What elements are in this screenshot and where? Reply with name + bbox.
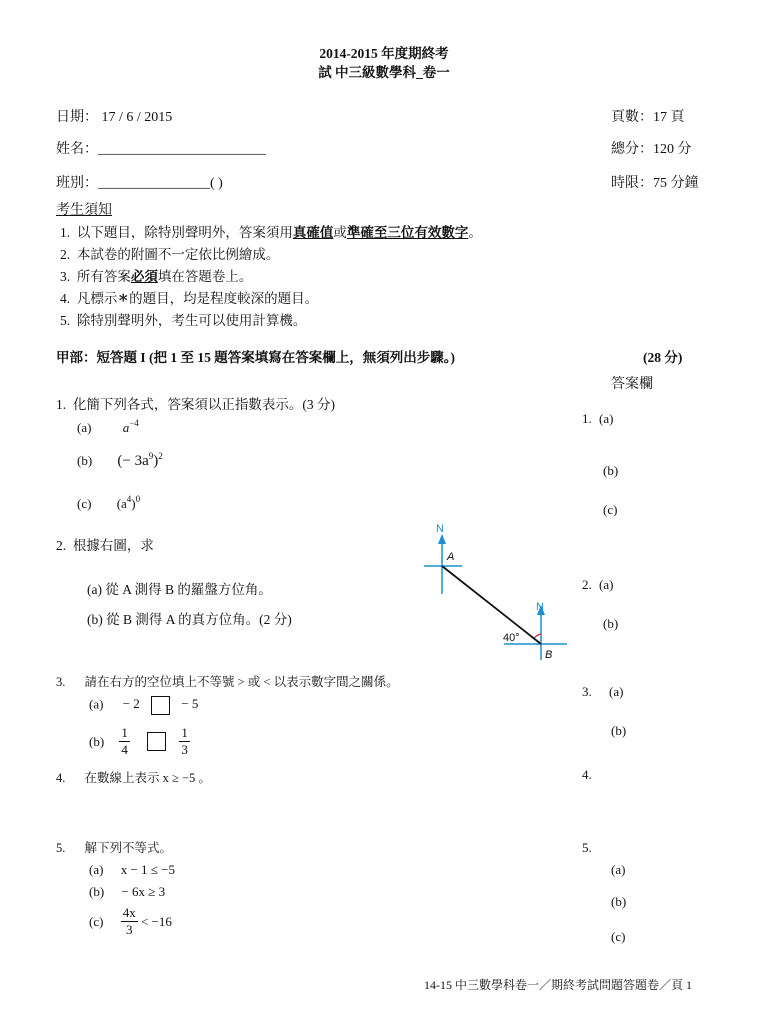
q5-part-c <box>89 905 172 939</box>
north-label-b: N <box>536 601 544 613</box>
answer-column-heading: 答案欄 <box>611 377 653 392</box>
part-label: (a) <box>77 420 92 435</box>
part-label: (c) <box>77 496 92 511</box>
exponent: 0 <box>135 494 141 504</box>
q3-part-b <box>89 725 190 759</box>
answer-slot-label[interactable]: (a) <box>609 684 624 699</box>
math-expression: (a <box>116 496 127 511</box>
item-number: 1. <box>60 225 71 240</box>
instruction-text: 除特別聲明外，考生可以使用計算機。 <box>76 313 307 328</box>
section-label: 甲部： <box>56 350 97 365</box>
fraction <box>121 905 138 939</box>
question-number: 5. <box>56 841 66 855</box>
question-text: 解下列不等式。 <box>84 841 173 855</box>
math-expression: − 2 <box>122 696 140 712</box>
part-label: (c) <box>89 913 104 929</box>
question-text: 在數線上表示 x ≥ −5 。 <box>84 771 211 785</box>
answer-q2 <box>582 577 613 593</box>
section-marks: (28 分) <box>643 350 683 365</box>
question-number: 1. <box>56 397 67 412</box>
question-number: 3. <box>56 675 66 689</box>
answer-number: 3. <box>582 684 592 699</box>
answer-slot-label[interactable]: (a) <box>599 577 614 592</box>
question-text: 根據右圖，求 <box>72 538 154 553</box>
denominator: 3 <box>125 922 133 938</box>
instruction-text: 。 <box>468 225 482 240</box>
item-number: 5. <box>60 313 71 328</box>
point-b-label: B <box>545 649 553 661</box>
q3-part-a <box>89 696 198 715</box>
north-label-a: N <box>436 523 444 535</box>
instruction-item-5 <box>60 309 306 329</box>
item-number: 2. <box>60 247 71 262</box>
instruction-text: 所有答案 <box>76 269 131 284</box>
total-marks: 總分：120 分 <box>611 142 692 157</box>
part-label: (a) <box>89 862 104 877</box>
emphasis-text: 必須 <box>130 269 158 284</box>
math-expression: x − 1 ≤ −5 <box>120 862 175 877</box>
instructions-heading: 考生須知 <box>56 203 112 218</box>
q5-part-a <box>89 862 175 878</box>
instruction-text: 本試卷的附圖不一定依比例繪成。 <box>76 247 280 262</box>
math-expression: − 5 <box>181 696 199 712</box>
math-expression: ) <box>131 496 136 511</box>
answer-q3 <box>582 684 623 700</box>
class-label: 班別： <box>56 176 98 191</box>
q1-part-c <box>77 494 140 512</box>
answer-box-3b[interactable] <box>147 732 166 751</box>
answer-q1-c[interactable]: (c) <box>603 502 618 517</box>
part-label: (b) <box>77 453 93 468</box>
exam-title-line2: 試 中三級數學科_卷一 <box>318 65 450 80</box>
instruction-text: 凡標示 <box>76 291 118 306</box>
class-blank[interactable]: ________________( ) <box>98 176 223 191</box>
item-number: 4. <box>60 291 71 306</box>
instruction-text: 或 <box>333 225 347 240</box>
answer-box-3a[interactable] <box>151 696 170 715</box>
q2-part-b: (b) 從 B 測得 A 的真方位角。(2 分) <box>87 612 292 627</box>
part-label: (a) <box>89 696 104 712</box>
segment-ab <box>442 566 541 644</box>
date-label: 日期： <box>56 110 98 125</box>
answer-q4[interactable]: 4. <box>582 767 592 782</box>
exponent: 4 <box>126 494 132 504</box>
q5-part-b <box>89 884 165 900</box>
emphasis-text: 準確至三位有效數字 <box>346 225 469 240</box>
answer-q5-b[interactable]: (b) <box>611 894 627 909</box>
date-value: 17 / 6 / 2015 <box>101 110 173 125</box>
answer-number: 1. <box>582 411 592 426</box>
answer-q5-a[interactable]: (a) <box>611 862 626 877</box>
time-limit: 時限：75 分鐘 <box>611 176 699 191</box>
q2-part-a: (a) 從 A 測得 B 的羅盤方位角。 <box>87 582 272 597</box>
angle-arc <box>534 634 541 638</box>
name-label: 姓名： <box>56 142 98 157</box>
page-count: 頁數：17 頁 <box>611 110 685 125</box>
question-number: 4. <box>56 771 66 785</box>
question-5 <box>56 838 172 856</box>
answer-q5: 5. <box>582 840 592 855</box>
instruction-text: 填在答題卷上。 <box>157 269 253 284</box>
q1-part-b <box>77 451 163 470</box>
instruction-item-4 <box>60 287 318 308</box>
page-footer: 14-15 中三數學科卷一／期終考試問題答題卷／頁 1 <box>424 978 692 992</box>
class-field <box>56 172 223 192</box>
answer-slot-label[interactable]: (a) <box>599 411 614 426</box>
star-icon: ∗ <box>117 288 130 307</box>
exponent: 9 <box>148 451 154 461</box>
question-1 <box>56 393 335 413</box>
angle-label: 40° <box>503 632 520 644</box>
instruction-item-1 <box>60 221 482 241</box>
q1-part-a <box>77 418 139 436</box>
answer-q5-c[interactable]: (c) <box>611 929 626 944</box>
answer-q2-b[interactable]: (b) <box>603 616 619 631</box>
numerator: 4x <box>121 905 138 922</box>
answer-q1-b[interactable]: (b) <box>603 463 619 478</box>
north-arrow-a-icon <box>438 534 446 544</box>
name-field <box>56 138 266 158</box>
denominator: 3 <box>181 742 188 758</box>
emphasis-text: 真確值 <box>292 225 334 240</box>
part-label: (b) <box>89 884 105 899</box>
question-text: 請在右方的空位填上不等號 > 或 < 以表示數字間之關係。 <box>84 675 399 689</box>
question-3 <box>56 672 399 690</box>
section-header <box>56 346 455 366</box>
instruction-item-2 <box>60 243 279 263</box>
bearing-diagram <box>420 520 570 670</box>
answer-number: 2. <box>582 577 592 592</box>
math-expression: (− 3a <box>117 453 149 469</box>
exam-title-line1: 2014-2015 年度期終考 <box>319 46 449 61</box>
denominator: 4 <box>121 742 128 758</box>
question-text: 化簡下列各式，答案須以正指數表示。(3 分) <box>72 397 335 412</box>
exponent: 2 <box>158 451 163 461</box>
fraction <box>179 725 190 759</box>
name-blank[interactable]: ________________________ <box>98 142 266 157</box>
section-title: 短答題 I (把 1 至 15 題答案填寫在答案欄上，無須列出步驟。) <box>96 350 455 365</box>
question-number: 2. <box>56 538 67 553</box>
question-2 <box>56 534 154 554</box>
instruction-item-3 <box>60 265 252 285</box>
date-field <box>56 106 172 126</box>
instruction-text: 以下題目，除特別聲明外，答案須用 <box>76 225 293 240</box>
instruction-text: 的題目，均是程度較深的題目。 <box>129 291 319 306</box>
math-expression: < −16 <box>140 913 172 929</box>
math-expression: − 6x ≥ 3 <box>121 884 166 899</box>
numerator: 1 <box>179 725 190 742</box>
numerator: 1 <box>119 725 130 742</box>
question-4 <box>56 768 211 786</box>
item-number: 3. <box>60 269 71 284</box>
part-label: (b) <box>89 733 105 749</box>
point-a-label: A <box>447 551 455 563</box>
answer-q1 <box>582 411 613 427</box>
exponent: −4 <box>129 418 139 428</box>
fraction <box>119 725 130 759</box>
math-expression: a <box>122 420 130 435</box>
answer-q3-b[interactable]: (b) <box>611 723 627 738</box>
math-expression: ) <box>153 453 159 469</box>
